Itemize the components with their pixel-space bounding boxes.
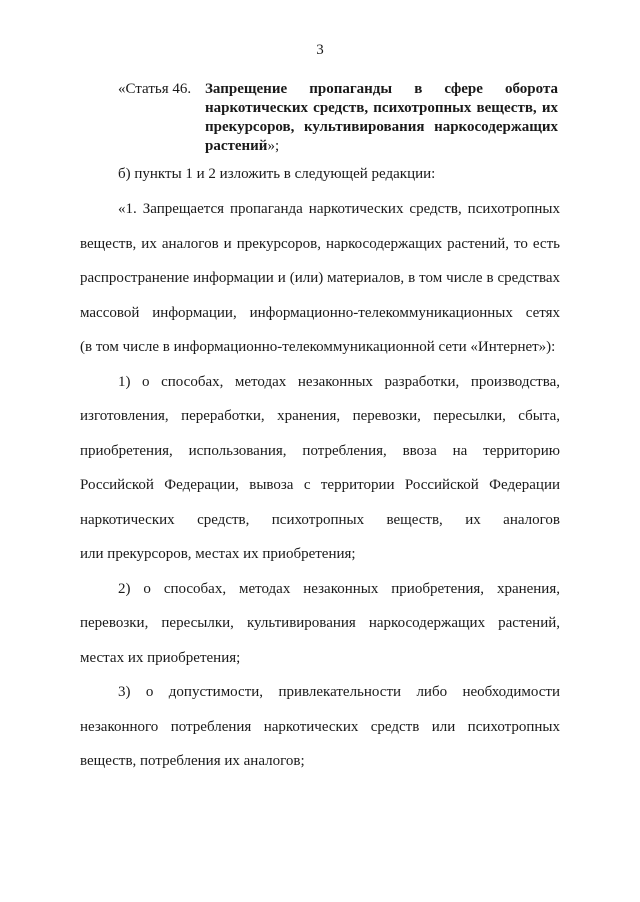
clause-1-line: (в том числе в информационно-телекоммуникационной сети «Интернет»): — [80, 339, 556, 355]
article-label: «Статья 46. — [118, 81, 192, 97]
instruction-line: б) пункты 1 и 2 изложить в следующей редакции: — [118, 166, 436, 182]
item-1-line: изготовления, переработки, хранения, перевозки, пересылки, сбыта, — [80, 408, 560, 424]
item-3-line: незаконного потребления наркотических средств или психотропных — [80, 719, 560, 735]
item-2-line: местах их приобретения; — [80, 650, 241, 666]
item-1-line: наркотических средств, психотропных веществ, их аналогов — [80, 512, 560, 528]
item-1-line: Российской Федерации, вывоза с территории Российской Федерации — [80, 477, 560, 493]
item-3-line: 3) о допустимости, привлекательности либо необходимости — [118, 684, 560, 700]
clause-1-line: «1. Запрещается пропаганда наркотических средств, психотропных — [118, 201, 560, 217]
clause-1-line: веществ, их аналогов и прекурсоров, наркосодержащих растений, то есть — [80, 236, 560, 252]
article-title — [205, 80, 558, 156]
clause-1-line: распространение информации и (или) материалов, в том числе в средствах — [80, 270, 560, 286]
item-2-line: перевозки, пересылки, культивирования наркосодержащих растений, — [80, 615, 560, 631]
page-number: 3 — [316, 42, 324, 58]
item-3-line: веществ, потребления их аналогов; — [80, 753, 305, 769]
item-1-line: приобретения, использования, потребления, ввоза на территорию — [80, 443, 560, 459]
item-2-line: 2) о способах, методах незаконных приобретения, хранения, — [118, 581, 560, 597]
clause-1-line: массовой информации, информационно-телекоммуникационных сетях — [80, 305, 560, 321]
item-1-line: 1) о способах, методах незаконных разработки, производства, — [118, 374, 560, 390]
article-title-bold: Запрещение пропаганды в сфере оборота наркотических средств, психотропных веществ, их прекурсоров, культивирования наркосодержащих растений — [205, 81, 558, 154]
item-1-line: или прекурсоров, местах их приобретения; — [80, 546, 356, 562]
article-title-suffix: »; — [267, 138, 280, 154]
